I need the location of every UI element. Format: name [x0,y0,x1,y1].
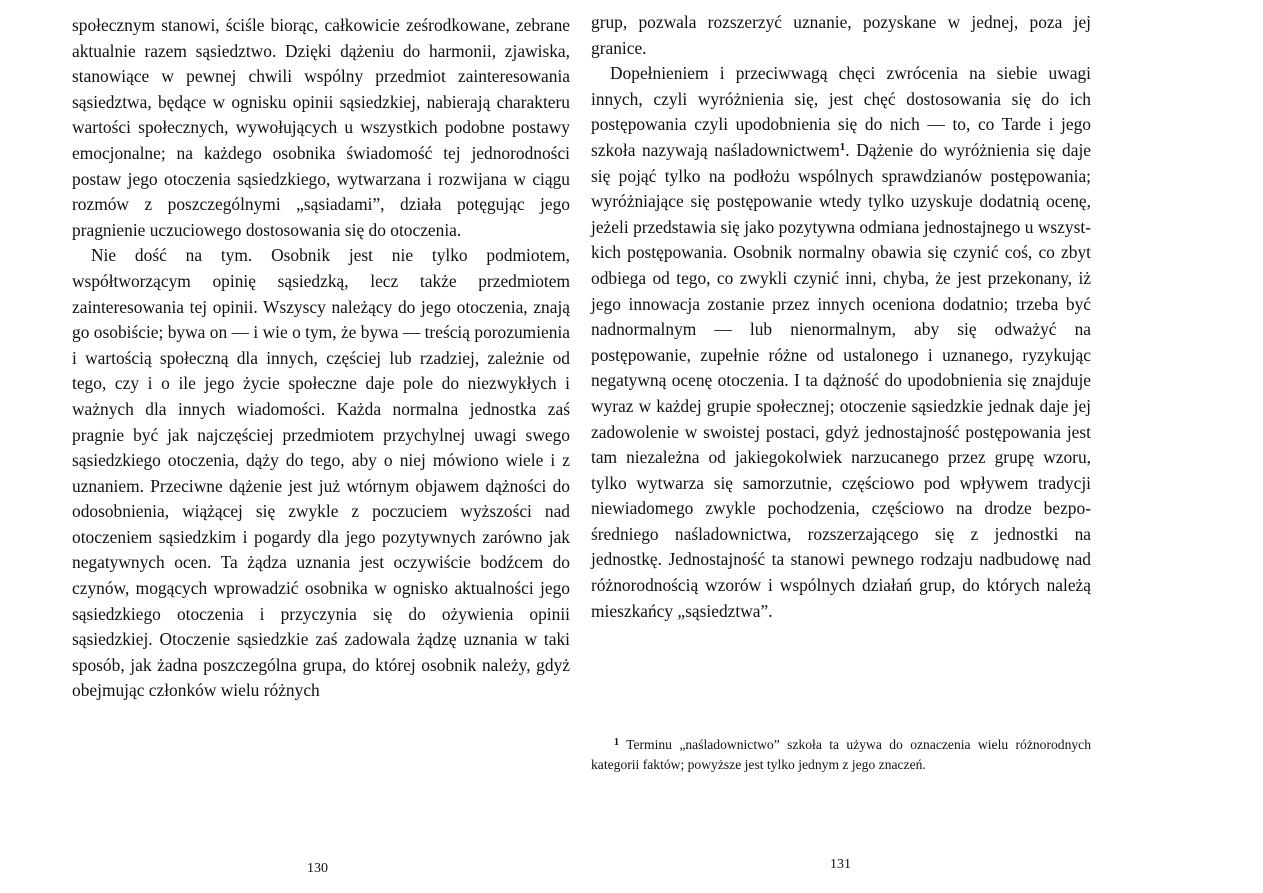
left-paragraph-1: społecznym stanowi, ściśle biorąc, całkowicie ześrodkowane, zebrane aktualnie razem sąsiedztwo. Dzięki dążeniu do harmonii, zjawiska, stanowiące w pewnej chwili wspólny przedmiot zainteresowania sąsiedztwa, będące w ognisku opinii sąsiedzkiej, nabierają charakteru wartości społecznych, wywołujących u wszystkich podobne postawy emocjonalne; na każdego osobnika świadomość tej jednorodności postaw jego otoczenia sąsiedzkiego, wytwarzana i rozwijana w ciągu rozmów z poszczególnymi „sąsiadami”, działa potęgując jego pragnienie uczuciowego dostosowania się do otoczenia. [72,15,570,240]
footnote-text: Terminu „naśladownictwo” szkoła ta używa do oznaczenia wielu różnorodnych kategorii faktów; powyższe jest tylko jednym z jego znaczeń. [591,737,1091,772]
footnote-reference: 1 [839,140,846,153]
page-number-right: 131 [830,857,851,872]
footnote-number: 1 [614,737,619,748]
footnote [591,735,1091,775]
page-number-left: 130 [307,861,328,876]
left-paragraph-2: Nie dość na tym. Osobnik jest nie tylko podmiotem, współtworzącym opinię sąsiedzką, lecz także przedmiotem zainteresowania tej opinii. Wszyscy należący do jego otoczenia, znają go osobiście; bywa on — i wie o tym, że bywa — treścią porozumienia i wartością społeczną dla innych, częściej lub rzadziej, zależnie od tego, czy i o ile jego życie społeczne daje pole do niezwykłych i ważnych dla innych wiadomości. Każda normalna jednostka zaś pragnie być jak najczęściej przedmiotem przychylnej uwagi swego sąsiedzkiego otoczenia, dąży do tego, aby o niej mówiono wiele i z uznaniem. Przeciwne dążenie jest już wtórnym objawem dążności do odosobnienia, wiążącej się zwykle z poczuciem wyższości nad otoczeniem sąsiedzkim i pogardy dla jego pozytywnych zarówno jak negatywnych ocen. Ta żądza uznania jest oczywiście bodźcem do czynów, mogących wprowadzić osobnika w ognisko aktualności jego sąsiedzkiego otoczenia i przyczynia się do ożywienia opinii sąsiedzkiej. Otoczenie sąsiedzkie zaś zadowala żądzę uznania w taki sposób, jak żadna poszczególna grupa, do której osobnik należy, gdyż obejmując członków wielu różnych [72,245,570,701]
right-paragraph-2-text-a: Dopełnieniem i przeciwwagą chęci zwrócenia na siebie uwagi innych, czyli wyróżnienia się, jest chęć dostosowania się do ich postępowania czyli upodobnienia się do nich — to, co Tarde i jego szkoła nazywają naśladownictwem [591,63,1091,160]
left-page [72,0,570,704]
right-paragraph-2-text-b: . Dążenie do wyróżnienia się daje się pojąć tylko na podłożu wspólnych sprawdzianów postępowania; wyróżniające się postępowanie wtedy tylko uzyskuje dodatnią ocenę, jeżeli przedstawia się jako pozytywna odmiana jednostajnego u wszystkich postępowania. Osobnik normalny obawia się czynić coś, co zbyt odbiega od tego, co zwykli czynić inni, chyba, że jest przekonany, iż jego innowacja zostanie przez innych oceniona dodatnio; trzeba być nadnormalnym — lub nienormalnym, aby się odważyć na postępowanie, zupełnie różne od ustalonego i uznanego, ryzykując negatywną ocenę otoczenia. I ta dążność do upodobnienia się znajduje wyraz w każdej grupie społecznej; otoczenie sąsiedzkie jednak daje jej zadowolenie w swoistej postaci, gdyż jednostajność postępowania jest tam niezależna od jakiegokolwiek narzucanego przez grupę wzoru, tylko wytwarza się samorzutnie, częściowo pod wpływem tradycji niewiadomego zwykle pochodzenia, częściowo na drodze bezpośredniego naśladownictwa, rozszerzającego się z jednostki na jednostkę. Jednostajność ta stanowi pewnego rodzaju nadbudowę nad różnorodnością wzorów i wspólnych działań grup, do których należą mieszkańcy „sąsiedztwa”. [591,139,1092,621]
right-paragraph-2 [591,61,1091,624]
right-page [591,0,1092,772]
right-paragraph-1: grup, pozwala rozszerzyć uznanie, pozyskane w jednej, poza jej granice. [591,12,1091,58]
